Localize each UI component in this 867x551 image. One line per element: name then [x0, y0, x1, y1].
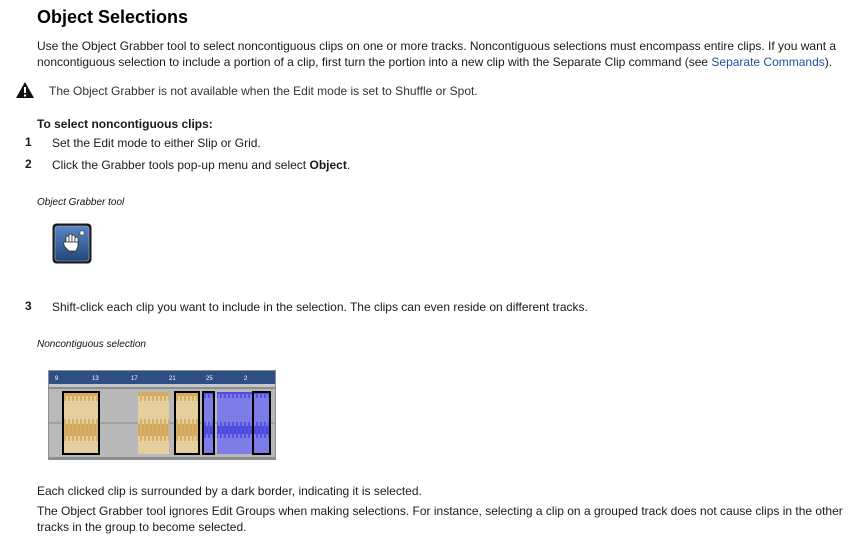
- step-number: 3: [25, 299, 32, 313]
- warning-text: The Object Grabber is not available when the Edit mode is set to Shuffle or Spot.: [49, 84, 478, 98]
- ruler-label: 13: [92, 376, 99, 382]
- step-number: 2: [25, 157, 32, 171]
- body-paragraph: The Object Grabber tool ignores Edit Groups when making selections. For instance, selecting a clip on a grouped track does not cause clips in the other tracks in the group to become selected.: [37, 504, 843, 534]
- clip[interactable]: [138, 392, 169, 454]
- noncontiguous-selection-figure: [48, 370, 276, 460]
- step-text-part: Click the Grabber tools pop-up menu and select: [52, 158, 310, 172]
- clip-selected[interactable]: [63, 392, 99, 454]
- figure-caption: Object Grabber tool: [37, 197, 125, 208]
- ruler-label: 2: [244, 376, 248, 382]
- body-paragraph: Each clicked clip is surrounded by a dark border, indicating it is selected.: [37, 484, 422, 498]
- ruler-label: 21: [169, 376, 176, 382]
- step-text: Set the Edit mode to either Slip or Grid.: [52, 136, 261, 150]
- step-number: 1: [25, 135, 32, 149]
- timeline-image: [48, 370, 276, 460]
- intro-text-end: ).: [824, 55, 833, 69]
- step-text-end: .: [346, 158, 351, 172]
- separate-commands-link[interactable]: Separate Commands: [711, 55, 825, 69]
- warning-icon: [15, 81, 35, 99]
- ruler-label: 25: [206, 376, 213, 382]
- step-text: [52, 157, 350, 173]
- clip-selected[interactable]: [253, 392, 270, 454]
- step-text: Shift-click each clip you want to include in the selection. The clips can even reside on different tracks.: [52, 300, 588, 314]
- grabber-hand-icon: [52, 223, 92, 264]
- clip-selected[interactable]: [203, 392, 214, 454]
- intro-paragraph: [37, 38, 849, 70]
- clip-selected[interactable]: [175, 392, 199, 454]
- figure-caption: Noncontiguous selection: [37, 339, 146, 350]
- procedure-heading: To select noncontiguous clips:: [37, 117, 213, 131]
- object-grabber-tool-button[interactable]: [52, 223, 92, 264]
- intro-text: Use the Object Grabber tool to select noncontiguous clips on one or more tracks. Noncontiguous selections must encompass entire clips. If you want a noncontiguous selection to include a portion of a clip, first turn the portion into a new clip with the Separate Clip command (see: [37, 39, 837, 69]
- ruler-label: 9: [55, 376, 59, 382]
- object-menu-item: Object: [309, 158, 347, 172]
- page-title: Object Selections: [37, 7, 189, 27]
- clip[interactable]: [217, 392, 252, 454]
- ruler-label: 17: [131, 376, 138, 382]
